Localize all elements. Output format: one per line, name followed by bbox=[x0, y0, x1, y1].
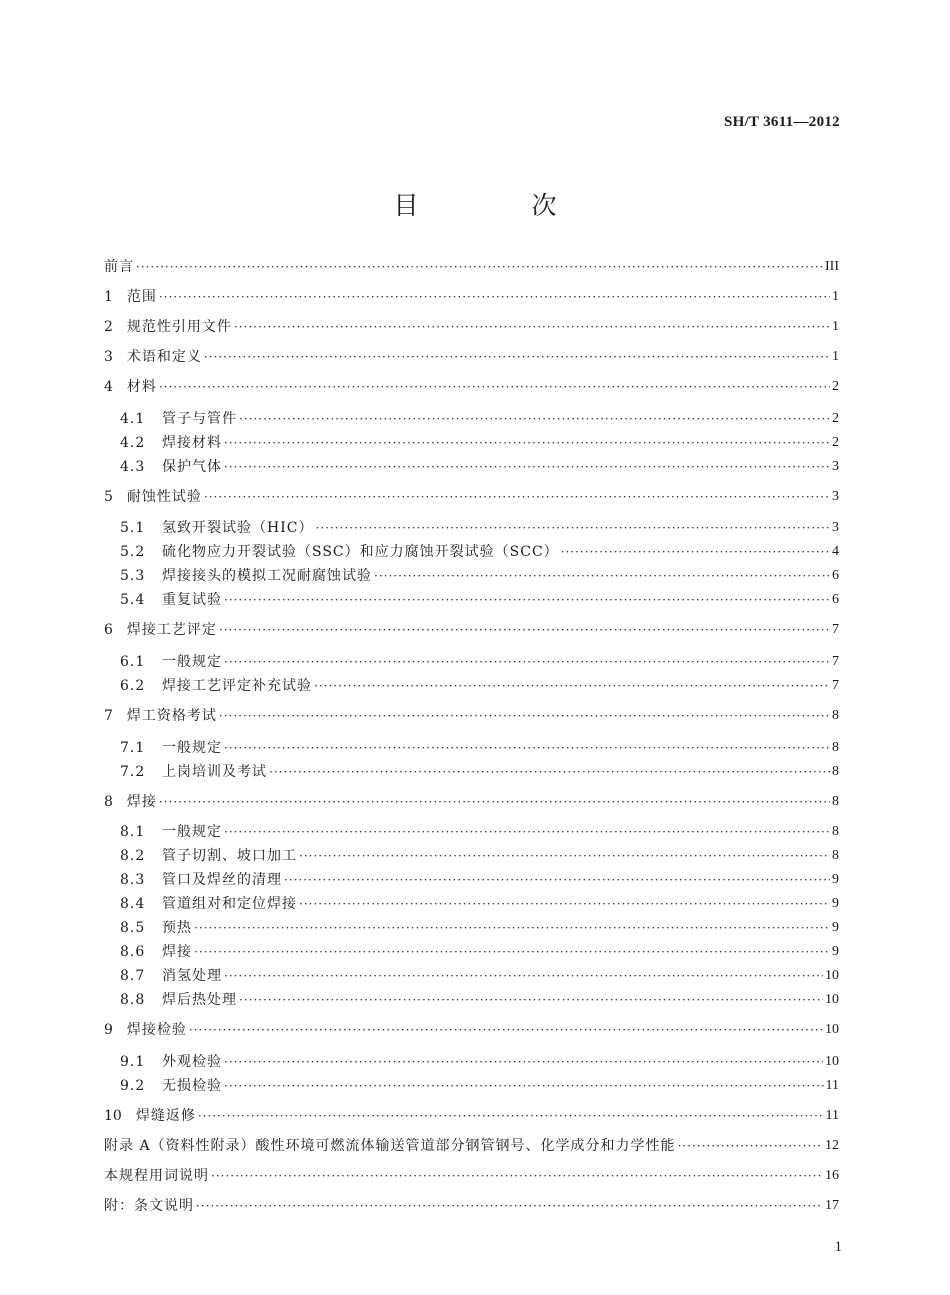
toc-entry-number: 8.7 bbox=[120, 968, 146, 984]
toc-entry-page: 7 bbox=[832, 654, 839, 669]
toc-entry-number: 8.4 bbox=[120, 896, 146, 912]
dot-leader bbox=[204, 487, 830, 507]
toc-entry-label: 前言 bbox=[104, 259, 134, 275]
dot-leader bbox=[314, 676, 830, 696]
toc-entry-label: 焊缝返修 bbox=[135, 1108, 196, 1124]
toc-entry-label: 管子与管件 bbox=[162, 411, 237, 427]
toc-entry-label: 焊接 bbox=[162, 944, 192, 960]
dot-leader bbox=[219, 706, 830, 726]
toc-entry-label: 焊后热处理 bbox=[162, 992, 237, 1008]
toc-entry-page: 2 bbox=[832, 379, 839, 394]
toc-entry-number: 2 bbox=[104, 319, 113, 335]
toc-entry-label: 一般规定 bbox=[162, 824, 222, 840]
dot-leader bbox=[224, 652, 830, 672]
dot-leader bbox=[374, 566, 830, 586]
toc-entry-number: 6.1 bbox=[120, 654, 146, 670]
toc-entry bbox=[120, 918, 839, 938]
toc-entry-page: 7 bbox=[832, 622, 839, 637]
toc-entry-label: 保护气体 bbox=[162, 459, 222, 475]
toc-entry bbox=[104, 347, 839, 367]
toc-entry-label: 本规程用词说明 bbox=[104, 1168, 209, 1184]
toc-entry-label: 焊接 bbox=[126, 794, 157, 810]
toc-entry-number: 1 bbox=[104, 289, 113, 305]
toc-entry-number: 4.3 bbox=[120, 459, 146, 475]
toc-entry-number: 7 bbox=[104, 708, 113, 724]
toc-entry-number: 4.1 bbox=[120, 411, 146, 427]
dot-leader bbox=[224, 590, 830, 610]
toc-entry-number: 7.2 bbox=[120, 764, 146, 780]
toc-entry bbox=[120, 676, 839, 696]
dot-leader bbox=[189, 1020, 823, 1040]
dot-leader bbox=[224, 1052, 823, 1072]
toc-entry-page: 8 bbox=[832, 708, 839, 723]
toc-entry-label: 附：条文说明 bbox=[104, 1198, 194, 1214]
toc-entry-page: 10 bbox=[825, 968, 839, 983]
dot-leader bbox=[269, 762, 830, 782]
toc-entry bbox=[104, 792, 839, 812]
toc-entry bbox=[120, 518, 839, 538]
dot-leader bbox=[194, 942, 830, 962]
toc-entry-label: 一般规定 bbox=[162, 740, 222, 756]
toc-entry-label: 消氢处理 bbox=[162, 968, 222, 984]
toc-entry bbox=[120, 590, 839, 610]
toc-entry bbox=[120, 457, 839, 477]
toc-entry bbox=[104, 1106, 839, 1126]
toc-entry bbox=[120, 966, 839, 986]
toc-entry bbox=[120, 894, 839, 914]
toc-entry-page: 8 bbox=[832, 740, 839, 755]
toc-entry-number: 6.2 bbox=[120, 678, 146, 694]
toc-entry-page: 17 bbox=[825, 1198, 839, 1213]
toc-entry-label: 焊接工艺评定补充试验 bbox=[162, 678, 312, 694]
dot-leader bbox=[159, 287, 830, 307]
toc-entry bbox=[120, 433, 839, 453]
dot-leader bbox=[224, 966, 823, 986]
toc-entry-page: 1 bbox=[832, 349, 839, 364]
toc-entry-label: 无损检验 bbox=[162, 1078, 222, 1094]
toc-entry bbox=[104, 706, 839, 726]
toc-entry-label: 焊接检验 bbox=[126, 1022, 187, 1038]
toc-entry bbox=[120, 1076, 839, 1096]
dot-leader bbox=[561, 542, 830, 562]
dot-leader bbox=[239, 409, 830, 429]
toc-entry-number: 4.2 bbox=[120, 435, 146, 451]
toc-entry-page: 16 bbox=[825, 1168, 839, 1183]
toc-entry-number: 5.1 bbox=[120, 520, 146, 536]
dot-leader bbox=[159, 792, 830, 812]
toc-entry-label: 耐蚀性试验 bbox=[126, 489, 202, 505]
toc-entry-page: 11 bbox=[825, 1108, 839, 1123]
dot-leader bbox=[136, 257, 823, 277]
dot-leader bbox=[224, 457, 830, 477]
toc-entry-label: 上岗培训及考试 bbox=[162, 764, 267, 780]
toc-entry-page: 2 bbox=[832, 411, 839, 426]
toc-entry-number: 5.3 bbox=[120, 568, 146, 584]
dot-leader bbox=[284, 870, 830, 890]
toc-entry-page: 8 bbox=[832, 794, 839, 809]
toc-entry bbox=[120, 566, 839, 586]
toc-entry bbox=[120, 542, 839, 562]
toc-entry-number: 5 bbox=[104, 489, 113, 505]
toc-entry-number: 9.2 bbox=[120, 1078, 146, 1094]
page-number: 1 bbox=[834, 1239, 842, 1255]
toc-entry-page: 9 bbox=[832, 920, 839, 935]
dot-leader bbox=[204, 347, 830, 367]
toc-entry bbox=[120, 846, 839, 866]
toc-entry-label: 氢致开裂试验（HIC） bbox=[162, 520, 314, 536]
dot-leader bbox=[234, 317, 830, 337]
toc-entry-page: 3 bbox=[832, 489, 839, 504]
toc-entry-page: 8 bbox=[832, 824, 839, 839]
toc-entry-label: 范围 bbox=[126, 289, 157, 305]
dot-leader bbox=[224, 1076, 824, 1096]
toc-entry bbox=[104, 287, 839, 307]
toc-entry-label: 焊工资格考试 bbox=[126, 708, 217, 724]
toc-entry-page: 9 bbox=[832, 896, 839, 911]
dot-leader bbox=[224, 433, 830, 453]
toc-entry-number: 10 bbox=[104, 1108, 122, 1124]
standard-code: SH/T 3611—2012 bbox=[723, 114, 840, 130]
toc-entry-label: 管子切割、坡口加工 bbox=[162, 848, 297, 864]
toc-entry-page: 2 bbox=[832, 435, 839, 450]
toc-entry-number: 5.2 bbox=[120, 544, 146, 560]
toc-entry-page: 4 bbox=[832, 544, 839, 559]
toc-entry-page: III bbox=[825, 259, 839, 274]
toc-entry-label: 术语和定义 bbox=[126, 349, 202, 365]
toc-entry bbox=[120, 870, 839, 890]
toc-entry-number: 4 bbox=[104, 379, 113, 395]
dot-leader bbox=[315, 518, 830, 538]
dot-leader bbox=[299, 846, 830, 866]
toc-entry-label: 焊接材料 bbox=[162, 435, 222, 451]
toc-entry bbox=[120, 990, 839, 1010]
page-title: 目 次 bbox=[393, 191, 601, 220]
toc-entry-page: 8 bbox=[832, 848, 839, 863]
toc-entry bbox=[120, 652, 839, 672]
toc-entry-number: 8.8 bbox=[120, 992, 146, 1008]
toc-entry-number: 8.2 bbox=[120, 848, 146, 864]
toc-entry-number: 8.6 bbox=[120, 944, 146, 960]
dot-leader bbox=[196, 1196, 823, 1216]
toc-entry-number: 8.5 bbox=[120, 920, 146, 936]
toc-entry-page: 11 bbox=[825, 1078, 839, 1093]
dot-leader bbox=[224, 738, 830, 758]
toc-entry bbox=[104, 1020, 839, 1040]
toc-entry-number: 6 bbox=[104, 622, 113, 638]
toc-entry-page: 1 bbox=[832, 319, 839, 334]
dot-leader bbox=[239, 990, 823, 1010]
toc-entry bbox=[104, 620, 839, 640]
toc-entry-page: 10 bbox=[825, 992, 839, 1007]
toc-entry-page: 3 bbox=[832, 459, 839, 474]
toc-entry-page: 8 bbox=[832, 764, 839, 779]
toc-entry bbox=[104, 317, 839, 337]
toc-entry-number: 9.1 bbox=[120, 1054, 146, 1070]
toc-entry-number: 7.1 bbox=[120, 740, 146, 756]
toc-entry-page: 1 bbox=[832, 289, 839, 304]
toc-entry bbox=[104, 377, 839, 397]
dot-leader bbox=[211, 1166, 823, 1186]
toc-entry-page: 10 bbox=[825, 1022, 839, 1037]
toc-entry-page: 3 bbox=[832, 520, 839, 535]
toc-entry-label: 附录 A（资料性附录）酸性环境可燃流体输送管道部分钢管钢号、化学成分和力学性能 bbox=[104, 1138, 676, 1154]
toc-entry-page: 6 bbox=[832, 568, 839, 583]
toc-entry bbox=[120, 738, 839, 758]
toc-entry bbox=[104, 487, 839, 507]
toc-entry-label: 外观检验 bbox=[162, 1054, 222, 1070]
toc-entry bbox=[104, 1166, 839, 1186]
toc-entry-page: 10 bbox=[825, 1054, 839, 1069]
dot-leader bbox=[198, 1106, 824, 1126]
toc-entry-label: 焊接接头的模拟工况耐腐蚀试验 bbox=[162, 568, 372, 584]
toc-entry-number: 3 bbox=[104, 349, 113, 365]
toc-entry-label: 规范性引用文件 bbox=[126, 319, 232, 335]
toc-entry bbox=[120, 762, 839, 782]
dot-leader bbox=[194, 918, 830, 938]
toc-entry-page: 6 bbox=[832, 592, 839, 607]
dot-leader bbox=[219, 620, 830, 640]
toc-entry-number: 5.4 bbox=[120, 592, 146, 608]
toc-entry-label: 管口及焊丝的清理 bbox=[162, 872, 282, 888]
toc-entry bbox=[104, 1136, 839, 1156]
toc-entry-page: 7 bbox=[832, 678, 839, 693]
toc-entry-number: 8 bbox=[104, 794, 113, 810]
toc-entry-number: 9 bbox=[104, 1022, 113, 1038]
dot-leader bbox=[678, 1136, 823, 1156]
toc-entry-label: 硫化物应力开裂试验（SSC）和应力腐蚀开裂试验（SCC） bbox=[162, 544, 559, 560]
toc-entry-page: 12 bbox=[825, 1138, 839, 1153]
dot-leader bbox=[159, 377, 830, 397]
toc-entry-page: 9 bbox=[832, 944, 839, 959]
toc-entry-number: 8.3 bbox=[120, 872, 146, 888]
toc-entry-label: 一般规定 bbox=[162, 654, 222, 670]
toc-entry-label: 管道组对和定位焊接 bbox=[162, 896, 297, 912]
toc-entry-number: 8.1 bbox=[120, 824, 146, 840]
toc-entry-label: 重复试验 bbox=[162, 592, 222, 608]
toc-entry bbox=[120, 942, 839, 962]
toc-entry bbox=[120, 1052, 839, 1072]
dot-leader bbox=[299, 894, 830, 914]
toc-entry-label: 预热 bbox=[162, 920, 192, 936]
toc-entry bbox=[104, 257, 839, 277]
toc-entry bbox=[104, 1196, 839, 1216]
dot-leader bbox=[224, 822, 830, 842]
toc-entry-page: 9 bbox=[832, 872, 839, 887]
toc-entry-label: 焊接工艺评定 bbox=[126, 622, 217, 638]
toc-entry-label: 材料 bbox=[126, 379, 157, 395]
toc-entry bbox=[120, 409, 839, 429]
toc-entry bbox=[120, 822, 839, 842]
